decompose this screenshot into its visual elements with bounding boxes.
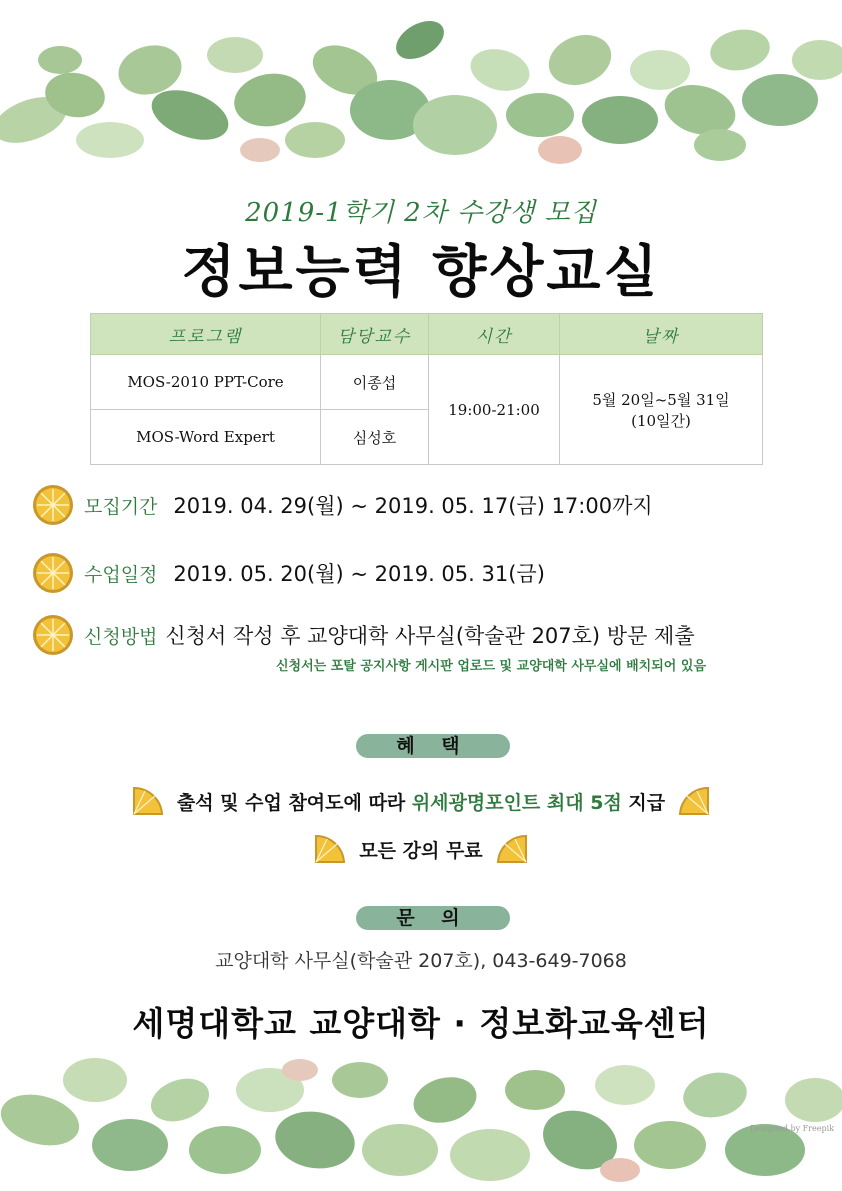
header-time: 시간: [429, 314, 560, 355]
program-name: MOS-Word Expert: [91, 410, 321, 465]
class-date-duration: (10일간): [631, 411, 691, 430]
page-title: 정보능력 향상교실: [181, 240, 661, 305]
recruit-period-label: 모집기간: [84, 495, 158, 518]
contact-heading: 문 의: [356, 906, 510, 930]
lemon-wedge-icon: [313, 832, 347, 866]
contact-info: 교양대학 사무실(학술관 207호), 043-649-7068: [215, 950, 627, 972]
class-schedule-row: [32, 552, 545, 594]
application-method-label: 신청방법: [84, 625, 158, 648]
class-date: [560, 355, 763, 465]
class-date-range: 5월 20일~5월 31일: [592, 390, 730, 409]
organization-name: 세명대학교 교양대학 · 정보화교육센터: [132, 1004, 710, 1043]
table-header-row: [91, 314, 763, 355]
recruit-period-value: 2019. 04. 29(월) ~ 2019. 05. 17(금) 17:00까지: [173, 494, 653, 518]
program-schedule-table: [90, 313, 763, 465]
lemon-wedge-icon: [677, 784, 711, 818]
benefit-text-pre: 출석 및 수업 참여도에 따라: [176, 791, 412, 814]
benefit-line-points: [0, 784, 842, 818]
header-professor: 담당교수: [321, 314, 429, 355]
benefit-line-free: [0, 832, 842, 866]
image-credit: Designed by Freepik: [750, 1124, 835, 1133]
lemon-wedge-icon: [131, 784, 165, 818]
class-schedule-label: 수업일정: [84, 563, 158, 586]
professor-name: 심성호: [321, 410, 429, 465]
benefit-free-text: 모든 강의 무료: [359, 839, 483, 862]
lemon-slice-icon: [32, 484, 74, 526]
professor-name: 이종섭: [321, 355, 429, 410]
class-schedule-value: 2019. 05. 20(월) ~ 2019. 05. 31(금): [173, 562, 545, 586]
lemon-slice-icon: [32, 614, 74, 656]
benefit-points-highlight: 위세광명포인트 최대 5점: [411, 791, 622, 814]
class-time: 19:00-21:00: [429, 355, 560, 465]
recruit-period-row: [32, 484, 653, 526]
header-date: 날짜: [560, 314, 763, 355]
header-program: 프로그램: [91, 314, 321, 355]
application-method-value: 신청서 작성 후 교양대학 사무실(학술관 207호) 방문 제출: [165, 624, 695, 648]
benefit-text-post: 지급: [621, 791, 666, 814]
table-row: [91, 355, 763, 410]
benefits-heading: 혜 택: [356, 734, 510, 758]
leaf-garland-bottom: [0, 1030, 842, 1191]
lemon-slice-icon: [32, 552, 74, 594]
recruitment-subtitle: 2019-1학기 2차 수강생 모집: [245, 198, 597, 228]
application-method-row: [32, 614, 695, 656]
lemon-wedge-icon: [495, 832, 529, 866]
leaf-garland-top: [0, 0, 842, 175]
program-name: MOS-2010 PPT-Core: [91, 355, 321, 410]
application-note: 신청서는 포탈 공지사항 게시판 업로드 및 교양대학 사무실에 배치되어 있음: [275, 659, 707, 674]
